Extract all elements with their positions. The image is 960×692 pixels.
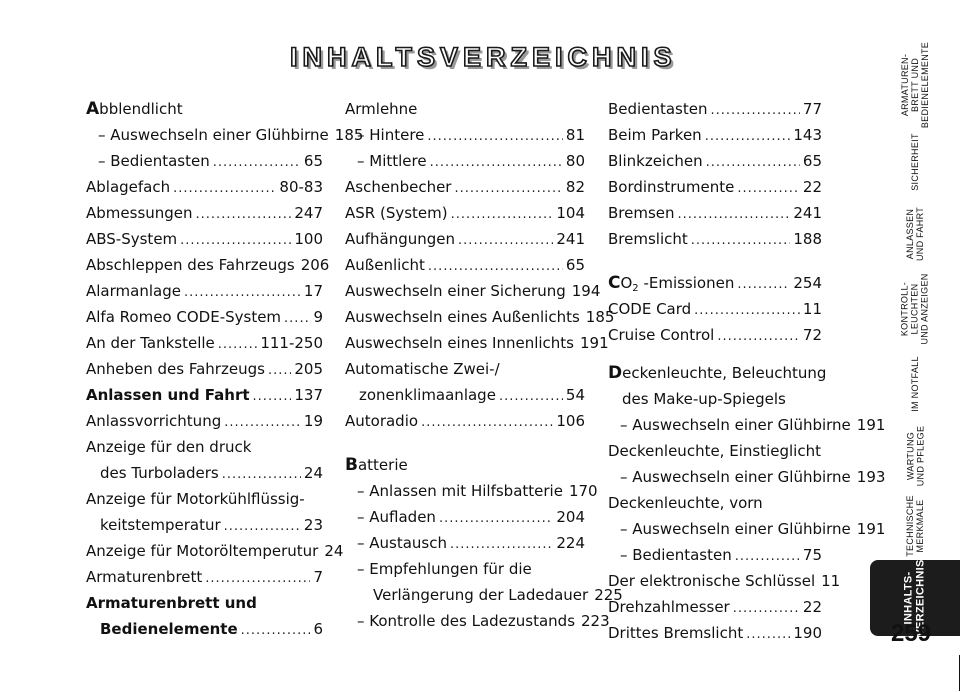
page-ref: 11 — [821, 572, 841, 590]
page-ref: 23 — [303, 516, 323, 534]
page-ref: 54 — [565, 386, 585, 404]
page-ref: 9 — [313, 308, 323, 326]
page-number: 259 — [890, 620, 932, 647]
page-ref: 194 — [571, 282, 601, 300]
index-entry: Deckenleuchte, vorn — [608, 494, 763, 512]
index-entry: – Auswechseln einer Glühbirne 193 — [608, 464, 822, 490]
index-entry: Armlehne — [345, 100, 418, 118]
page-ref: 106 — [556, 412, 585, 430]
index-entry: Alfa Romeo CODE-System ..... 9 — [86, 304, 323, 330]
index-entry: Automatische Zwei-/ — [345, 360, 500, 378]
index-entry: Aufhängungen ..... 241 — [345, 226, 585, 252]
index-column-2 — [345, 96, 623, 634]
index-entry: Bremslicht ..... 188 — [608, 226, 822, 252]
index-entry: Verlängerung der Ladedauer 225 — [345, 582, 585, 608]
index-entry: Auswechseln eines Außenlichts 185 — [345, 304, 585, 330]
page-ref: 191 — [856, 520, 886, 538]
index-entry: des Turboladers ..... 24 — [86, 460, 323, 486]
page-ref: 24 — [303, 464, 323, 482]
index-entry: Armaturenbrett und — [86, 594, 257, 612]
page-ref: 72 — [802, 326, 822, 344]
page-ref: 11 — [802, 300, 822, 318]
index-entry: Ablagefach ..... 80-83 — [86, 174, 323, 200]
index-entry: – Kontrolle des Ladezustands 223 — [345, 608, 585, 634]
index-entry: Anzeige für Motoröltemperutur 24 — [86, 538, 323, 564]
page-ref: 77 — [802, 100, 822, 118]
page-ref: 247 — [294, 204, 323, 222]
tab-kontrollleuchten[interactable]: KONTROLL- LEUCHTEN UND ANZEIGEN — [870, 270, 960, 348]
index-entry: – Auswechseln einer Glühbirne 191 — [608, 412, 822, 438]
tab-inhaltsverzeichnis[interactable]: INHALTS- VERZEICHNIS — [870, 560, 960, 636]
index-entry: – Mittlere ..... 80 — [345, 148, 585, 174]
page-ref: 6 — [313, 620, 323, 638]
index-entry: Blinkzeichen ..... 65 — [608, 148, 822, 174]
page-ref: 205 — [294, 360, 323, 378]
index-entry: Batterie — [345, 455, 408, 475]
index-entry: Außenlicht ..... 65 — [345, 252, 585, 278]
page-ref: 185 — [585, 308, 615, 326]
index-column-1 — [86, 96, 364, 642]
index-entry: – Aufladen ..... 204 — [345, 504, 585, 530]
index-entry: Bordinstrumente ..... 22 — [608, 174, 822, 200]
index-entry: – Auswechseln einer Glühbirne 185 — [86, 122, 323, 148]
index-entry: Anlassvorrichtung ..... 19 — [86, 408, 323, 434]
index-entry: ABS-System ..... 100 — [86, 226, 323, 252]
page-ref: 188 — [793, 230, 822, 248]
index-entry: Auswechseln eines Innenlichts 191 — [345, 330, 585, 356]
index-entry: Beim Parken ..... 143 — [608, 122, 822, 148]
page-ref: 225 — [594, 586, 623, 604]
index-entry: Der elektronische Schlüssel 11 — [608, 568, 822, 594]
tab-technische-merkmale[interactable]: TECHNISCHE MERKMALE — [870, 492, 960, 560]
index-entry: Deckenleuchte, Beleuchtung — [608, 363, 827, 383]
tab-anlassen[interactable]: ANLASSEN UND FAHRT — [870, 198, 960, 270]
page-ref: 65 — [303, 152, 323, 170]
index-entry: Drittes Bremslicht ..... 190 — [608, 620, 822, 646]
page-ref: 170 — [568, 482, 598, 500]
page-ref: 81 — [565, 126, 585, 144]
page-ref: 82 — [565, 178, 585, 196]
index-entry: Bremsen ..... 241 — [608, 200, 822, 226]
tab-sicherheit[interactable]: SICHERHEIT — [870, 126, 960, 198]
index-entry: – Hintere ..... 81 — [345, 122, 585, 148]
page-ref: 19 — [303, 412, 323, 430]
index-entry: Anheben des Fahrzeugs ..... 205 — [86, 356, 323, 382]
page-ref: 241 — [556, 230, 585, 248]
index-entry: des Make-up-Spiegels — [622, 390, 786, 408]
index-entry: – Bedientasten ..... 65 — [86, 148, 323, 174]
index-entry: CODE Card ..... 11 — [608, 296, 822, 322]
index-entry: $CO_2$ -Emissionen ..... 254 — [608, 270, 822, 296]
page-ref: 100 — [294, 230, 323, 248]
index-entry: – Empfehlungen für die — [357, 560, 532, 578]
index-entry: Abmessungen ..... 247 — [86, 200, 323, 226]
page-title: INHALTSVERZEICHNIS — [290, 42, 677, 72]
page-ref: 104 — [556, 204, 585, 222]
index-entry: Bedientasten ..... 77 — [608, 96, 822, 122]
index-entry: Abschleppen des Fahrzeugs 206 — [86, 252, 323, 278]
index-entry: An der Tankstelle ..... 111-250 — [86, 330, 323, 356]
page-ref: 224 — [556, 534, 585, 552]
page-ref: 75 — [802, 546, 822, 564]
page-ref: 24 — [324, 542, 344, 560]
page-ref: 190 — [793, 624, 822, 642]
index-entry: Aschenbecher ..... 82 — [345, 174, 585, 200]
index-entry: Auswechseln einer Sicherung 194 — [345, 278, 585, 304]
page-ref: 137 — [294, 386, 323, 404]
index-entry: Anzeige für Motorkühlflüssig- — [86, 490, 305, 508]
index-entry: Drehzahlmesser ..... 22 — [608, 594, 822, 620]
page-ref: 191 — [856, 416, 886, 434]
index-entry: Alarmanlage ..... 17 — [86, 278, 323, 304]
tab-im-notfall[interactable]: IM NOTFALL — [870, 348, 960, 420]
index-entry: Armaturenbrett ..... 7 — [86, 564, 323, 590]
index-entry: Bedienelemente ..... 6 — [86, 616, 323, 642]
index-entry: – Bedientasten ..... 75 — [608, 542, 822, 568]
page-ref: 22 — [802, 598, 822, 616]
page-ref: 241 — [793, 204, 822, 222]
index-column-3 — [608, 96, 886, 646]
page-ref: 206 — [300, 256, 330, 274]
page-ref: 204 — [556, 508, 585, 526]
index-entry: Cruise Control ..... 72 — [608, 322, 822, 348]
index-entry: Deckenleuchte, Einstieglicht — [608, 442, 821, 460]
index-entry: Anzeige für den druck — [86, 438, 252, 456]
index-entry: zonenklimaanlage ..... 54 — [345, 382, 585, 408]
page-ref: 111-250 — [260, 334, 323, 352]
tab-wartung[interactable]: WARTUNG UND PFLEGE — [870, 420, 960, 492]
index-entry: keitstemperatur ..... 23 — [86, 512, 323, 538]
tab-armaturenbrett[interactable]: ARMATUREN- BRETT UND BEDIENELEMENTE — [870, 44, 960, 126]
index-entry: Anlassen und Fahrt ..... 137 — [86, 382, 323, 408]
index-entry: ASR (System) ..... 104 — [345, 200, 585, 226]
page-ref: 65 — [802, 152, 822, 170]
page-ref: 7 — [313, 568, 323, 586]
page-ref: 80-83 — [279, 178, 323, 196]
page-ref: 143 — [793, 126, 822, 144]
page-ref: 65 — [565, 256, 585, 274]
index-entry: Abblendlicht — [86, 99, 183, 119]
page-ref: 254 — [793, 274, 822, 292]
page-ref: 80 — [565, 152, 585, 170]
page-ref: 193 — [856, 468, 886, 486]
index-entry: – Anlassen mit Hilfsbatterie 170 — [345, 478, 585, 504]
page-ref: 223 — [581, 612, 610, 630]
index-entry: – Auswechseln einer Glühbirne 191 — [608, 516, 822, 542]
page-ref: 22 — [802, 178, 822, 196]
index-entry: Autoradio ..... 106 — [345, 408, 585, 434]
page-ref: 185 — [334, 126, 364, 144]
page-ref: 191 — [580, 334, 609, 352]
index-entry: – Austausch ..... 224 — [345, 530, 585, 556]
page-ref: 17 — [303, 282, 323, 300]
